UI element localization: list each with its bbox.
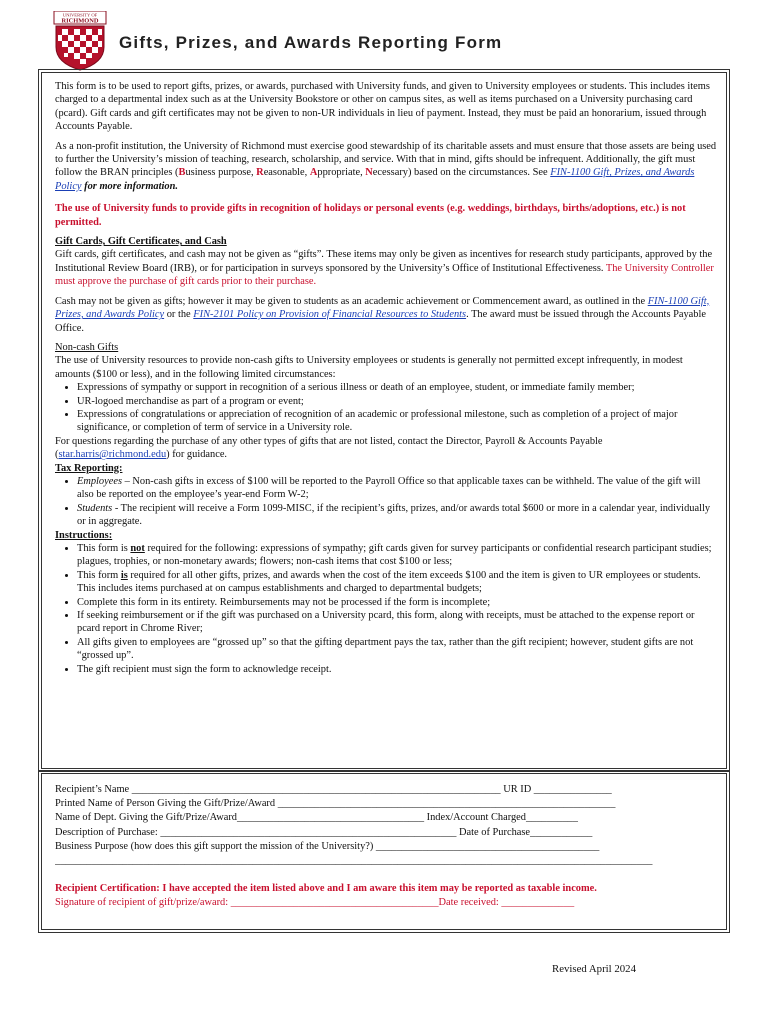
university-shield-logo [52,11,108,71]
fin-1100-link[interactable]: FIN-1100 Gift, Prizes, and Awards Policy [55,295,710,321]
list-item: • This form is not required for the following: expressions of sympathy; gift cards given for survey participants or confidential research participant studies; plagues, trophies, or non-monetary awards; flowers; non-cash items that cost $100 or less; [77,542,717,569]
email-link[interactable]: star.harris@richmond.edu [58,449,167,461]
list-item: • Expressions of sympathy or support in recognition of a serious illness or death of an employee, student, or immediate family member; [77,381,717,394]
list-item: • UR-logoed merchandise as part of a program or event; [77,395,717,408]
gift-cards-paragraph: Gift cards, gift certificates, and cash may not be given as “gifts”. These items may only be given as incentives for research study participants, approved by the Institutional Review Board (IRB), or for participation in surveys sponsored by the University’s Office of Institutional Effectiveness. The University Controller must approve the purchase of gift cards prior to their purchase. [55,249,714,288]
stewardship-paragraph: As a non-profit institution, the University of Richmond must exercise good stewardship of its charitable assets and must ensure that those assets are being used to further the University’s mission of teaching, research, scholarship, and service. With that in mind, gifts should be infrequent. Additionally, the gift must follow the BRAN principles (Business purpose, Reasonable, Appropriate, Necessary) based on the circumstances. See FIN-1100 Gift, Prizes, and Awards Policy for more information. [55,140,717,192]
list-item: • Complete this form in its entirety. Reimbursements may not be processed if the form is incomplete; [77,596,717,609]
dept-index-field[interactable]: Name of Dept. Giving the Gift/Prize/Award____________________________________ Index/Account Charged__________ [55,812,578,824]
recipient-form-section [41,773,727,930]
list-item: • Employees – Non-cash gifts in excess of $100 will be reported to the Payroll Office so that applicable taxes can be withheld. The value of the gift will also be reported on the employee’s year-end Form W-2; [77,475,717,502]
holiday-warning: The use of University funds to provide gifts in recognition of holidays or personal events (e.g. weddings, birthdays, births/adoptions, etc.) is not permitted. [55,203,686,228]
recipient-certification: Recipient Certification: I have accepted the item listed above and I am aware this item may be reported as taxable income. [55,883,597,895]
gift-cards-heading: Gift Cards, Gift Certificates, and Cash [55,236,227,248]
non-cash-heading: Non-cash Gifts [55,341,119,353]
tax-list [55,475,717,529]
instructions-list [55,542,717,676]
fin-2101-link[interactable]: FIN-2101 Policy on Provision of Financial Resources to Students [193,309,467,321]
page-title: Gifts, Prizes, and Awards Reporting Form [119,33,503,52]
svg-text:UNIVERSITY OF: UNIVERSITY OF [62,12,98,18]
list-item: • If seeking reimbursement or if the gift was purchased on a University pcard, this form, along with receipts, must be attached to the expense report or pcard report in Chrome River; [77,609,717,636]
instructions-heading: Instructions: [55,529,113,541]
gift-policy-link[interactable]: FIN-1100 Gift, Prizes, and Awards Policy [55,167,695,192]
policy-section [41,72,727,769]
business-purpose-continuation[interactable]: ___________________________________________________________________________________________________________________ [55,855,653,867]
business-purpose-field[interactable]: Business Purpose (how does this gift support the mission of the University?) ___________________________________________ [55,840,600,852]
list-item: • All gifts given to employees are “grossed up” so that the gifting department pays the tax, rather than the gift recipient; however, student gifts are not “grossed up”. [77,636,717,663]
giver-name-field[interactable]: Printed Name of Person Giving the Gift/Prize/Award _________________________________________________________________ [55,798,616,810]
questions-text: For questions regarding the purchase of any other types of gifts that are not listed, contact the Director, Payroll & Accounts Payable (star.harris@richmond.edu) for guidance. [55,435,603,461]
recipient-name-field[interactable]: Recipient’s Name _______________________________________________________________________ UR ID _______________ [55,784,612,795]
non-cash-text: The use of University resources to provide non-cash gifts to University employees or students is generally not permitted except infrequently, in modest amounts ($100 or less), and in the following limited circumstances: [55,355,683,380]
list-item: • This form is required for all other gifts, prizes, and awards when the cost of the item exceeds $100 and the item is given to UR employees or students. This includes items purchased at on campus establishments and charged to departmental budgets; [77,569,717,596]
signature-line[interactable]: Signature of recipient of gift/prize/award: ________________________________________Date received: ______________ [55,897,575,909]
svg-text:RICHMOND: RICHMOND [61,17,99,25]
tax-heading: Tax Reporting: [55,462,123,474]
list-item: • Students - The recipient will receive a Form 1099-MISC, if the recipient’s gifts, prizes, and/or awards total $600 or more in a calendar year, individually or in aggregate. [77,502,717,529]
intro-paragraph: This form is to be used to report gifts, prizes, or awards, purchased with University funds, and given to University employees or students. This includes items charged to a departmental index such as at the University Bookstore or other on campus sites, as well as items purchased on a University purchasing card (pcard). Gift cards and gift certificates may not be given to non-UR individuals in lieu of payment. Instead, they must be paid an honorarium, issued through Accounts Payable. [55,81,710,133]
revision-date: Revised April 2024 [552,963,636,975]
list-item: • The gift recipient must sign the form to acknowledge receipt. [77,663,717,676]
cash-paragraph: Cash may not be given as gifts; however it may be given to students as an academic achievement or Commencement award, as outlined in the FIN-1100 Gift, Prizes, and Awards Policy or the FIN-2101 Policy on Provision of Financial Resources to Students. The award must be issued through the Accounts Payable Office. [55,295,710,334]
non-cash-list [55,381,717,435]
list-item: • Expressions of congratulations or appreciation of recognition of an academic or professional milestone, such as completion of a project of major significance, or completion of term of service in a University role. [77,408,717,435]
description-date-field[interactable]: Description of Purchase: _________________________________________________________ Date of Purchase____________ [55,826,593,838]
